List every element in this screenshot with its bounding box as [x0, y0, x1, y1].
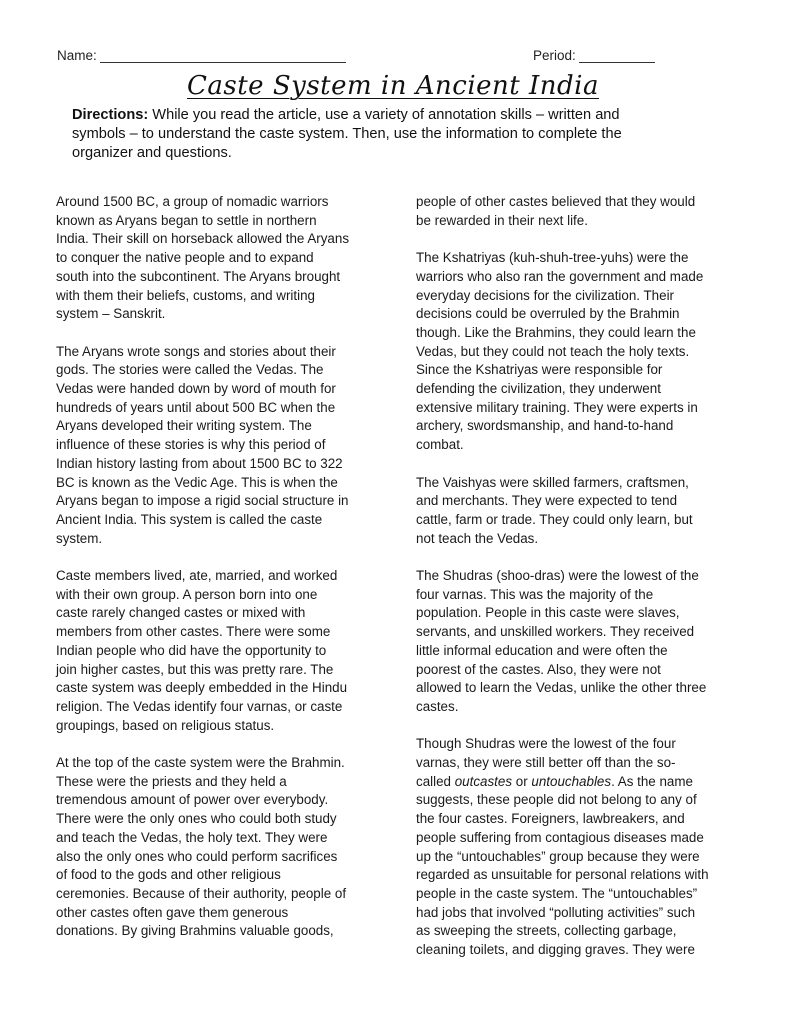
text-line: caste system was deeply embedded in the Hindu [56, 680, 348, 696]
text-line: people in the caste system. The “untouchables” [416, 885, 698, 901]
text-line: These were the priests and they held a [56, 773, 287, 789]
text-line: allowed to learn the Vedas, unlike the other three [416, 680, 707, 696]
text-line: warriors who also ran the government and made [416, 268, 704, 284]
text-line: defending the civilization, they underwent [416, 381, 661, 397]
text-line: be rewarded in their next life. [416, 212, 588, 228]
text-line: population. People in this caste were slaves, [416, 605, 680, 621]
text-line: the four castes. Foreigners, lawbreakers, and [416, 811, 685, 827]
paragraph-caste-members [56, 567, 374, 735]
paragraph-vaishyas [416, 474, 734, 549]
paragraph-shudras [416, 567, 734, 717]
text-line: groupings, based on religious status. [56, 717, 275, 733]
text-line: archery, swordsmanship, and hand-to-hand [416, 418, 674, 434]
text-line: members from other castes. There were some [56, 624, 331, 640]
text-line: Indian people who did have the opportunity to [56, 642, 327, 658]
text-line: The Vaishyas were skilled farmers, craftsmen, [416, 474, 689, 490]
text-line: varnas, they were still better off than the so- [416, 755, 676, 771]
text-line: Aryans developed their writing system. The [56, 418, 312, 434]
text-line: cattle, farm or trade. They could only learn, but [416, 511, 693, 527]
text-line: There were the only ones who could both study [56, 811, 337, 827]
text-line: join higher castes, but this was pretty rare. The [56, 661, 334, 677]
text-line: called outcastes or untouchables. As the name [416, 773, 693, 789]
text-line: influence of these stories is why this period of [56, 437, 326, 453]
text-line: Around 1500 BC, a group of nomadic warriors [56, 194, 329, 209]
paragraph-untouchables [416, 735, 734, 959]
text-line: other castes often gave them generous [56, 904, 289, 920]
text-line: hundreds of years until about 500 BC when the [56, 399, 336, 415]
name-label: Name: [57, 48, 97, 63]
text-line: Ancient India. This system is called the caste [56, 511, 323, 527]
text-line: The Shudras (shoo-dras) were the lowest of the [416, 568, 699, 584]
text-line: not teach the Vedas. [416, 530, 539, 546]
text-line: castes. [416, 698, 459, 714]
text-line: suggests, these people did not belong to any of [416, 792, 697, 808]
text-line: with their own group. A person born into one [56, 586, 318, 602]
paragraph-kshatriyas [416, 249, 734, 455]
text-line: servants, and unskilled workers. They received [416, 624, 695, 640]
text-line: four varnas. This was the majority of the [416, 586, 654, 602]
directions-line-2: symbols – to understand the caste system. Then, use the information to complete the [72, 126, 622, 142]
text-line: The Kshatriyas (kuh-shuh-tree-yuhs) were the [416, 250, 689, 266]
text-line: little informal education and were often the [416, 642, 668, 658]
paragraph-vedas [56, 343, 374, 549]
text-line: system. [56, 530, 103, 546]
text-line: cleaning toilets, and digging graves. They were [416, 942, 695, 958]
text-line: BC is known as the Vedic Age. This is when the [56, 474, 338, 490]
text-line: decisions could be overruled by the Brahmin [416, 306, 680, 322]
text-line: gods. The stories were called the Vedas. The [56, 362, 324, 378]
directions-label: Directions: [72, 107, 149, 123]
text-line: Caste members lived, ate, married, and worked [56, 568, 338, 584]
text-line: though. Like the Brahmins, they could learn the [416, 324, 696, 340]
page-title: Caste System in Ancient India [187, 71, 599, 101]
text-line: combat. [416, 437, 464, 453]
text-line: Since the Kshatriyas were responsible for [416, 362, 663, 378]
text-line: regarded as unsuitable for personal relations with [416, 867, 709, 883]
text-line: south into the subcontinent. The Aryans brought [56, 268, 341, 284]
text-line: people suffering from contagious diseases made [416, 829, 704, 845]
text-line: with them their beliefs, customs, and writing [56, 287, 315, 303]
paragraph-brahmin-continued [416, 193, 734, 230]
name-blank-line[interactable] [100, 48, 346, 63]
text-line: Aryans began to impose a rigid social structure in [56, 493, 349, 509]
period-blank-line[interactable] [579, 48, 655, 63]
text-line: The Aryans wrote songs and stories about their [56, 343, 336, 359]
period-label: Period: [533, 48, 576, 63]
text-line: Vedas were handed down by word of mouth for [56, 381, 336, 397]
text-line: donations. By giving Brahmins valuable goods, [56, 923, 334, 939]
text-line: and merchants. They were expected to tend [416, 493, 678, 509]
text-line: of food to the gods and other religious [56, 867, 281, 883]
directions-block [72, 106, 672, 163]
period-field-row [533, 48, 655, 63]
article-left-column [56, 193, 374, 941]
text-line: tremendous amount of power over everybody. [56, 792, 329, 808]
directions-line-1: While you read the article, use a variety of annotation skills – written and [152, 107, 620, 123]
text-line: At the top of the caste system were the Brahmin. [56, 755, 345, 771]
text-line: poorest of the castes. Also, they were not [416, 661, 661, 677]
text-line: Vedas, but they could not teach the holy texts. [416, 343, 690, 359]
text-line: India. Their skill on horseback allowed the Aryans [56, 231, 350, 247]
text-line: Indian history lasting from about 1500 BC to 322 [56, 455, 343, 471]
text-line: caste rarely changed castes or mixed with [56, 605, 306, 621]
text-line: Though Shudras were the lowest of the four [416, 736, 676, 752]
text-line: everyday decisions for the civilization. Their [416, 287, 675, 303]
text-line: extensive military training. They were experts in [416, 399, 698, 415]
text-line: up the “untouchables” group because they were [416, 848, 700, 864]
text-line: known as Aryans began to settle in northern [56, 212, 317, 228]
directions-line-3: organizer and questions. [72, 145, 232, 161]
paragraph-brahmin [56, 754, 374, 941]
text-line: religion. The Vedas identify four varnas, or caste [56, 698, 343, 714]
name-field-row [57, 48, 346, 63]
text-line: system – Sanskrit. [56, 306, 166, 322]
text-line: and teach the Vedas, the holy text. They were [56, 829, 328, 845]
text-line: as sweeping the streets, collecting garbage, [416, 923, 677, 939]
paragraph-aryans-arrival [56, 193, 374, 324]
text-line: to conquer the native people and to expand [56, 250, 314, 266]
text-line: people of other castes believed that they would [416, 194, 696, 209]
text-line: also the only ones who could perform sacrifices [56, 848, 338, 864]
text-line: ceremonies. Because of their authority, people of [56, 885, 347, 901]
article-right-column [416, 193, 734, 960]
text-line: had jobs that involved “polluting activities” such [416, 904, 696, 920]
